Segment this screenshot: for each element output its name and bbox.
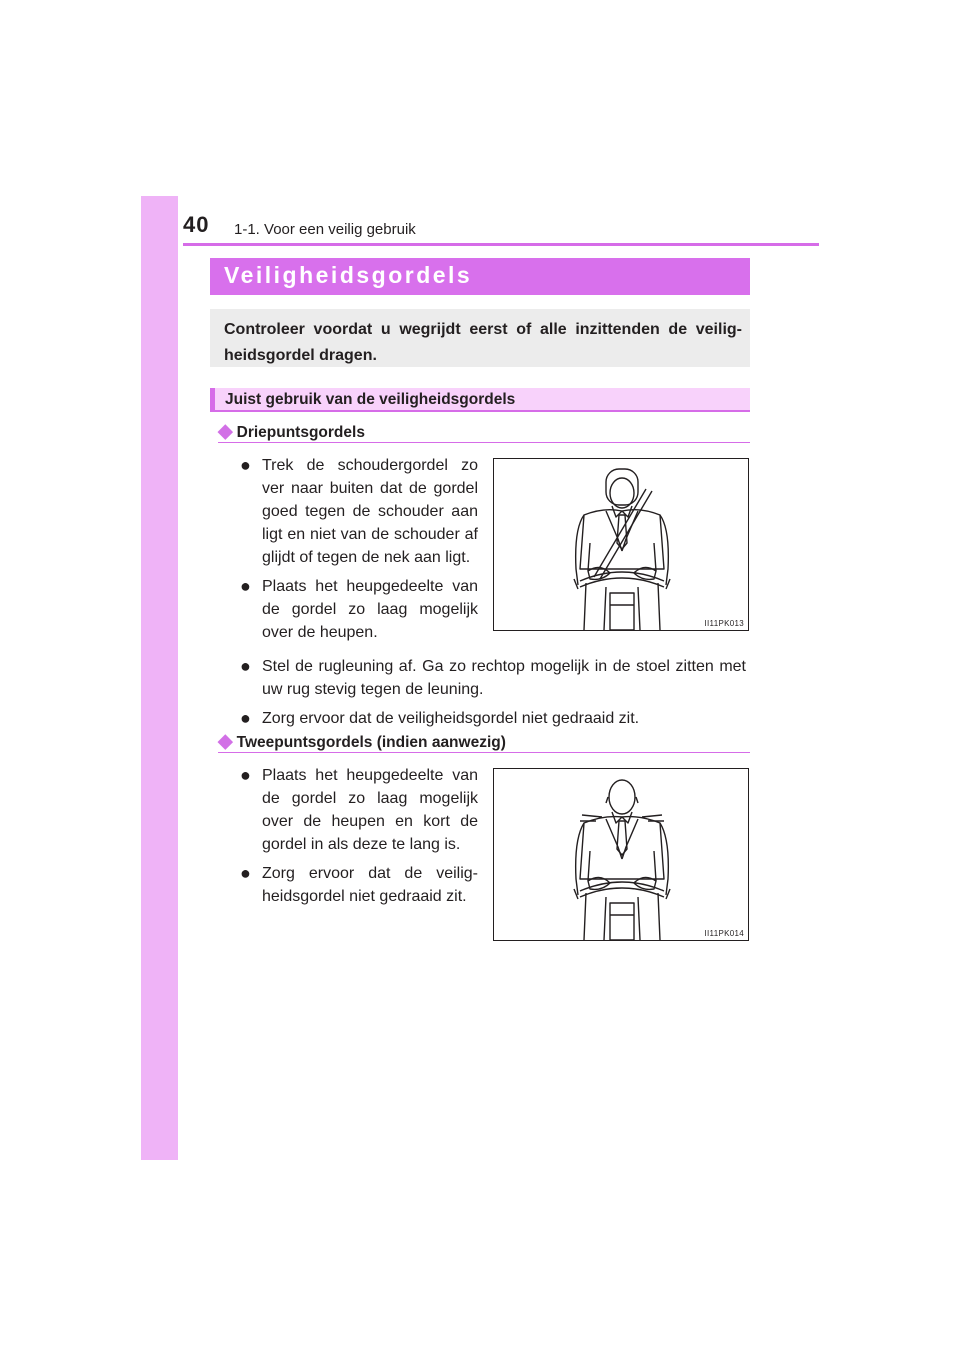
subheading-label: Driepuntsgordels <box>236 424 365 441</box>
bullet-list-three-point-bottom <box>240 655 746 730</box>
figure-code: II11PK014 <box>704 929 744 938</box>
seated-person-two-point-belt-illustration <box>494 769 748 940</box>
page-title: Veiligheidsgordels <box>210 258 750 295</box>
list-item: ● Zorg ervoor dat de veilig-heidsgordel niet gedraaid zit. <box>240 863 478 905</box>
diamond-icon: ◆ <box>218 731 233 752</box>
subheading-label: Tweepuntsgordels (indien aanwezig) <box>236 734 506 751</box>
list-item: ● Plaats het heupgedeelte van de gordel zo laag mogelijk over de heupen. <box>240 576 478 641</box>
diamond-icon: ◆ <box>218 421 233 442</box>
bullet-icon: ● <box>240 576 251 596</box>
bullet-icon: ● <box>240 765 251 785</box>
page-number: 40 <box>183 212 210 237</box>
list-item: ● Stel de rugleuning af. Ga zo rechtop mogelijk in de stoel zitten met uw rug stevig tegen de leuning. <box>240 656 746 698</box>
list-item: ● Plaats het heupgedeelte van de gordel zo laag mogelijk over de heupen en kort de gordel in als deze te lang is. <box>240 765 478 853</box>
intro-box: Controleer voordat u wegrijdt eerst of alle inzittenden de veilig-heidsgordel dragen. <box>210 309 750 367</box>
bullet-list-two-point <box>240 764 478 908</box>
list-item: ● Zorg ervoor dat de veiligheidsgordel niet gedraaid zit. <box>240 708 640 728</box>
running-title: 1-1. Voor een veilig gebruik <box>234 221 416 238</box>
subheading-two-point <box>218 730 750 753</box>
figure-three-point-belt <box>493 458 749 631</box>
section-heading: Juist gebruik van de veiligheidsgordels <box>210 388 750 412</box>
bullet-list-three-point-top <box>240 454 478 644</box>
figure-code: II11PK013 <box>704 619 744 628</box>
bullet-icon: ● <box>240 708 251 728</box>
figure-two-point-belt <box>493 768 749 941</box>
bullet-icon: ● <box>240 455 251 475</box>
seated-person-three-point-belt-illustration <box>494 459 748 630</box>
header-rule <box>183 243 819 246</box>
bullet-icon: ● <box>240 863 251 883</box>
side-tab-band <box>141 196 178 1160</box>
bullet-icon: ● <box>240 656 251 676</box>
list-item: ● Trek de schoudergordel zo ver naar buiten dat de gordel goed tegen de schouder aan ligt en niet van de schouder af glijdt of tegen de nek aan ligt. <box>240 455 478 566</box>
subheading-three-point <box>218 420 750 443</box>
